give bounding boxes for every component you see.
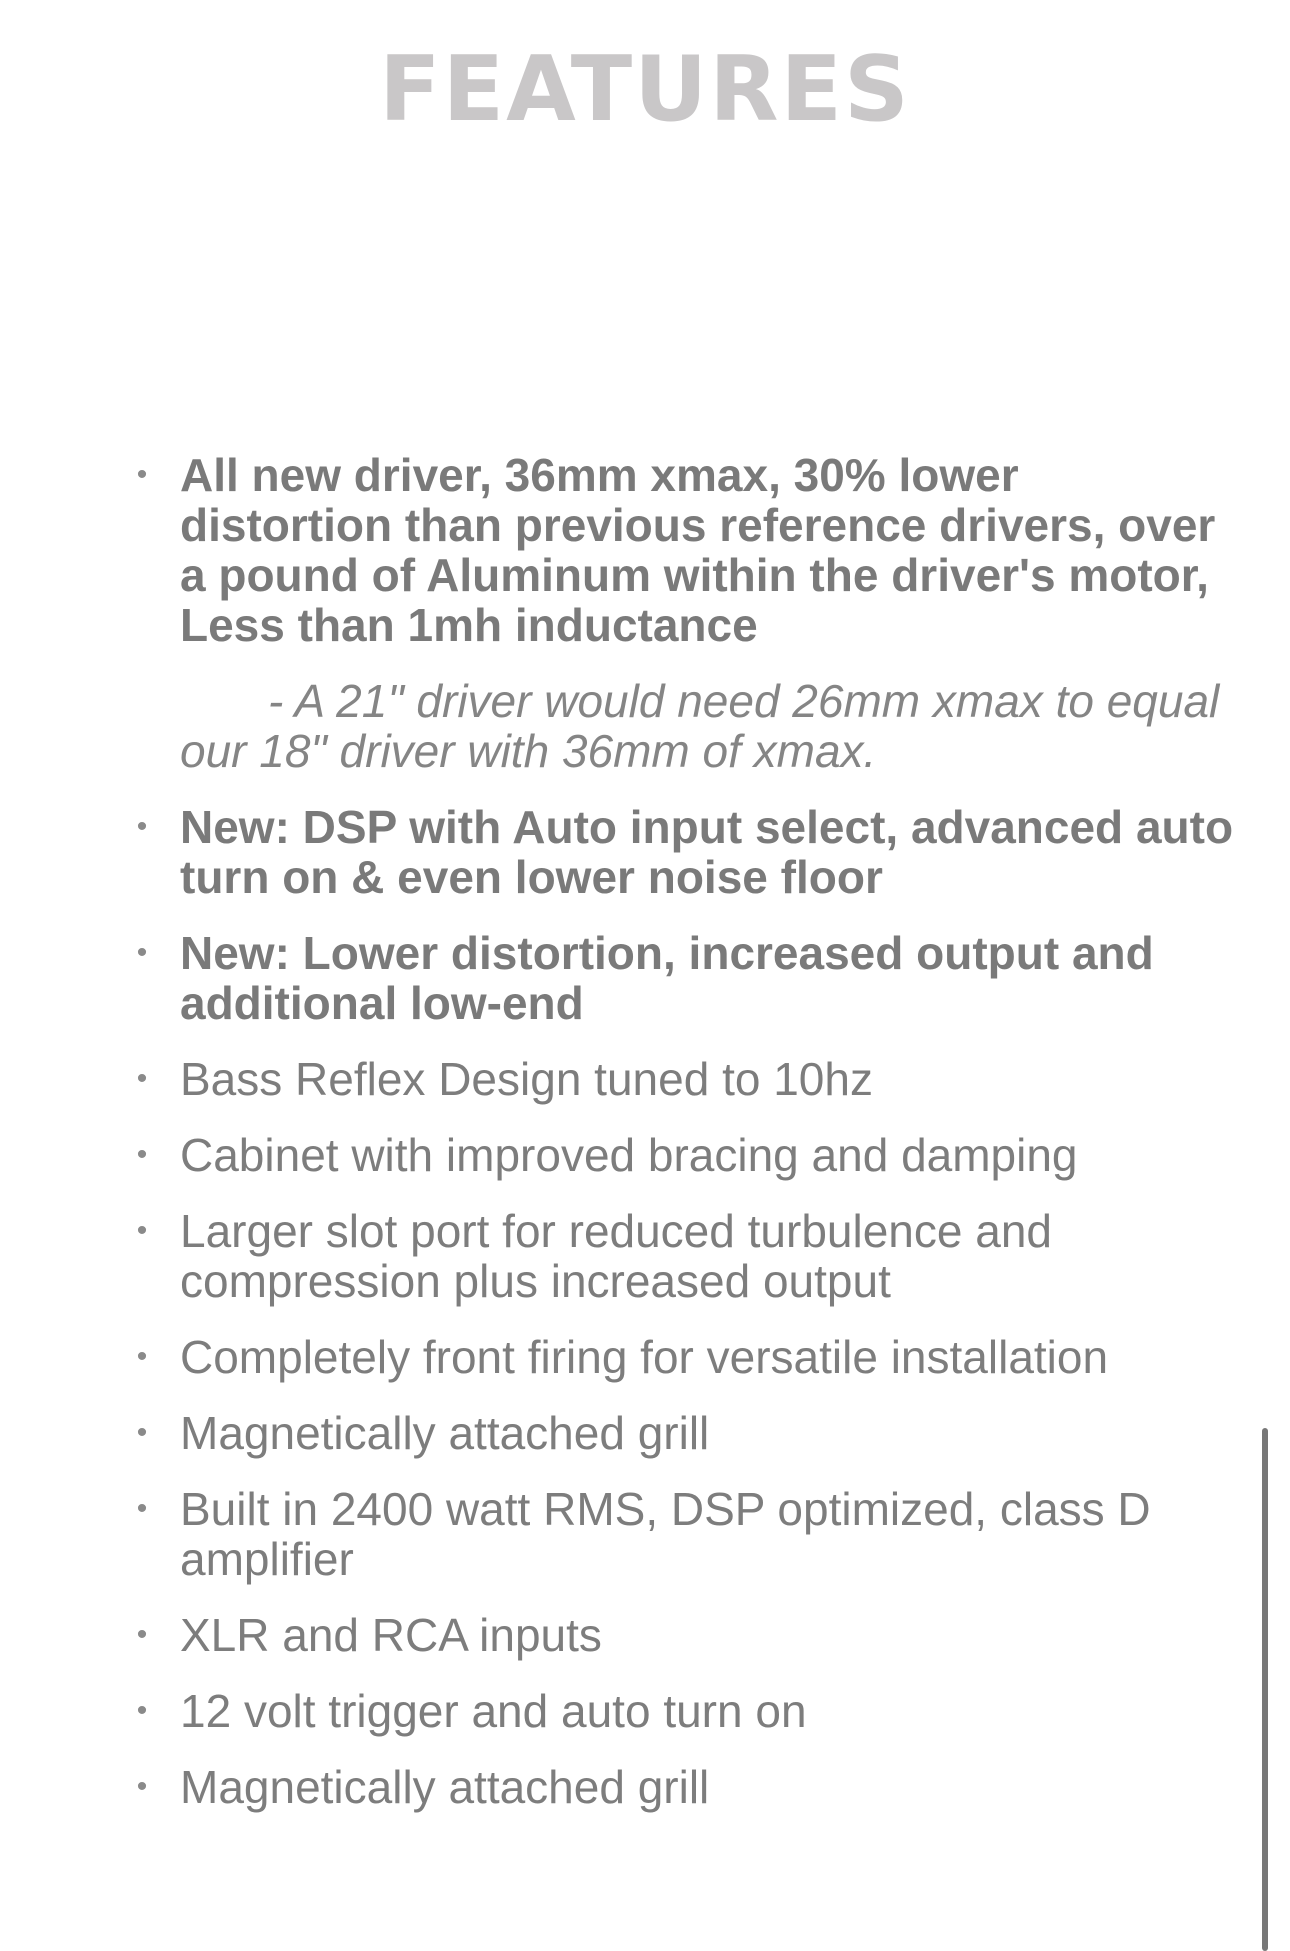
- feature-note: - A 21" driver would need 26mm xmax to equal our 18" driver with 36mm of xmax.: [180, 675, 1220, 777]
- list-item: [130, 1610, 1240, 1660]
- feature-text: Bass Reflex Design tuned to 10hz: [180, 1053, 873, 1105]
- list-item: [130, 802, 1240, 902]
- bullet-icon: •: [136, 1694, 148, 1727]
- bullet-icon: •: [136, 936, 148, 969]
- feature-text: Larger slot port for reduced turbulence and compression plus increased output: [180, 1205, 1052, 1307]
- feature-text: New: DSP with Auto input select, advanced auto turn on & even lower noise floor: [180, 801, 1234, 903]
- feature-text: Cabinet with improved bracing and damping: [180, 1129, 1078, 1181]
- feature-text: XLR and RCA inputs: [180, 1609, 602, 1661]
- feature-text: New: Lower distortion, increased output and additional low-end: [180, 927, 1154, 1029]
- features-list: [130, 450, 1240, 1838]
- feature-text: Completely front firing for versatile installation: [180, 1331, 1109, 1383]
- list-item: [130, 1408, 1240, 1458]
- bullet-icon: •: [136, 1138, 148, 1171]
- list-item: [130, 1206, 1240, 1306]
- list-item: [130, 1054, 1240, 1104]
- scrollbar[interactable]: [1262, 1428, 1268, 1951]
- list-item: [130, 1762, 1240, 1812]
- feature-text: 12 volt trigger and auto turn on: [180, 1685, 807, 1737]
- bullet-icon: •: [136, 458, 148, 491]
- feature-text: All new driver, 36mm xmax, 30% lower distortion than previous reference drivers, over a pound of Aluminum within the driver's motor, Less than 1mh inductance: [180, 449, 1216, 651]
- feature-text: Magnetically attached grill: [180, 1761, 710, 1813]
- list-item: [130, 1130, 1240, 1180]
- list-item: [130, 450, 1240, 776]
- bullet-icon: •: [136, 1618, 148, 1651]
- bullet-icon: •: [136, 1340, 148, 1373]
- bullet-icon: •: [136, 1770, 148, 1803]
- list-item: [130, 928, 1240, 1028]
- feature-text: Built in 2400 watt RMS, DSP optimized, class D amplifier: [180, 1483, 1151, 1585]
- bullet-icon: •: [136, 1416, 148, 1449]
- list-item: [130, 1332, 1240, 1382]
- feature-text: Magnetically attached grill: [180, 1407, 710, 1459]
- list-item: [130, 1686, 1240, 1736]
- bullet-icon: •: [136, 1062, 148, 1095]
- bullet-icon: •: [136, 1492, 148, 1525]
- bullet-icon: •: [136, 810, 148, 843]
- features-heading: FEATURES: [379, 37, 911, 142]
- list-item: [130, 1484, 1240, 1584]
- bullet-icon: •: [136, 1214, 148, 1247]
